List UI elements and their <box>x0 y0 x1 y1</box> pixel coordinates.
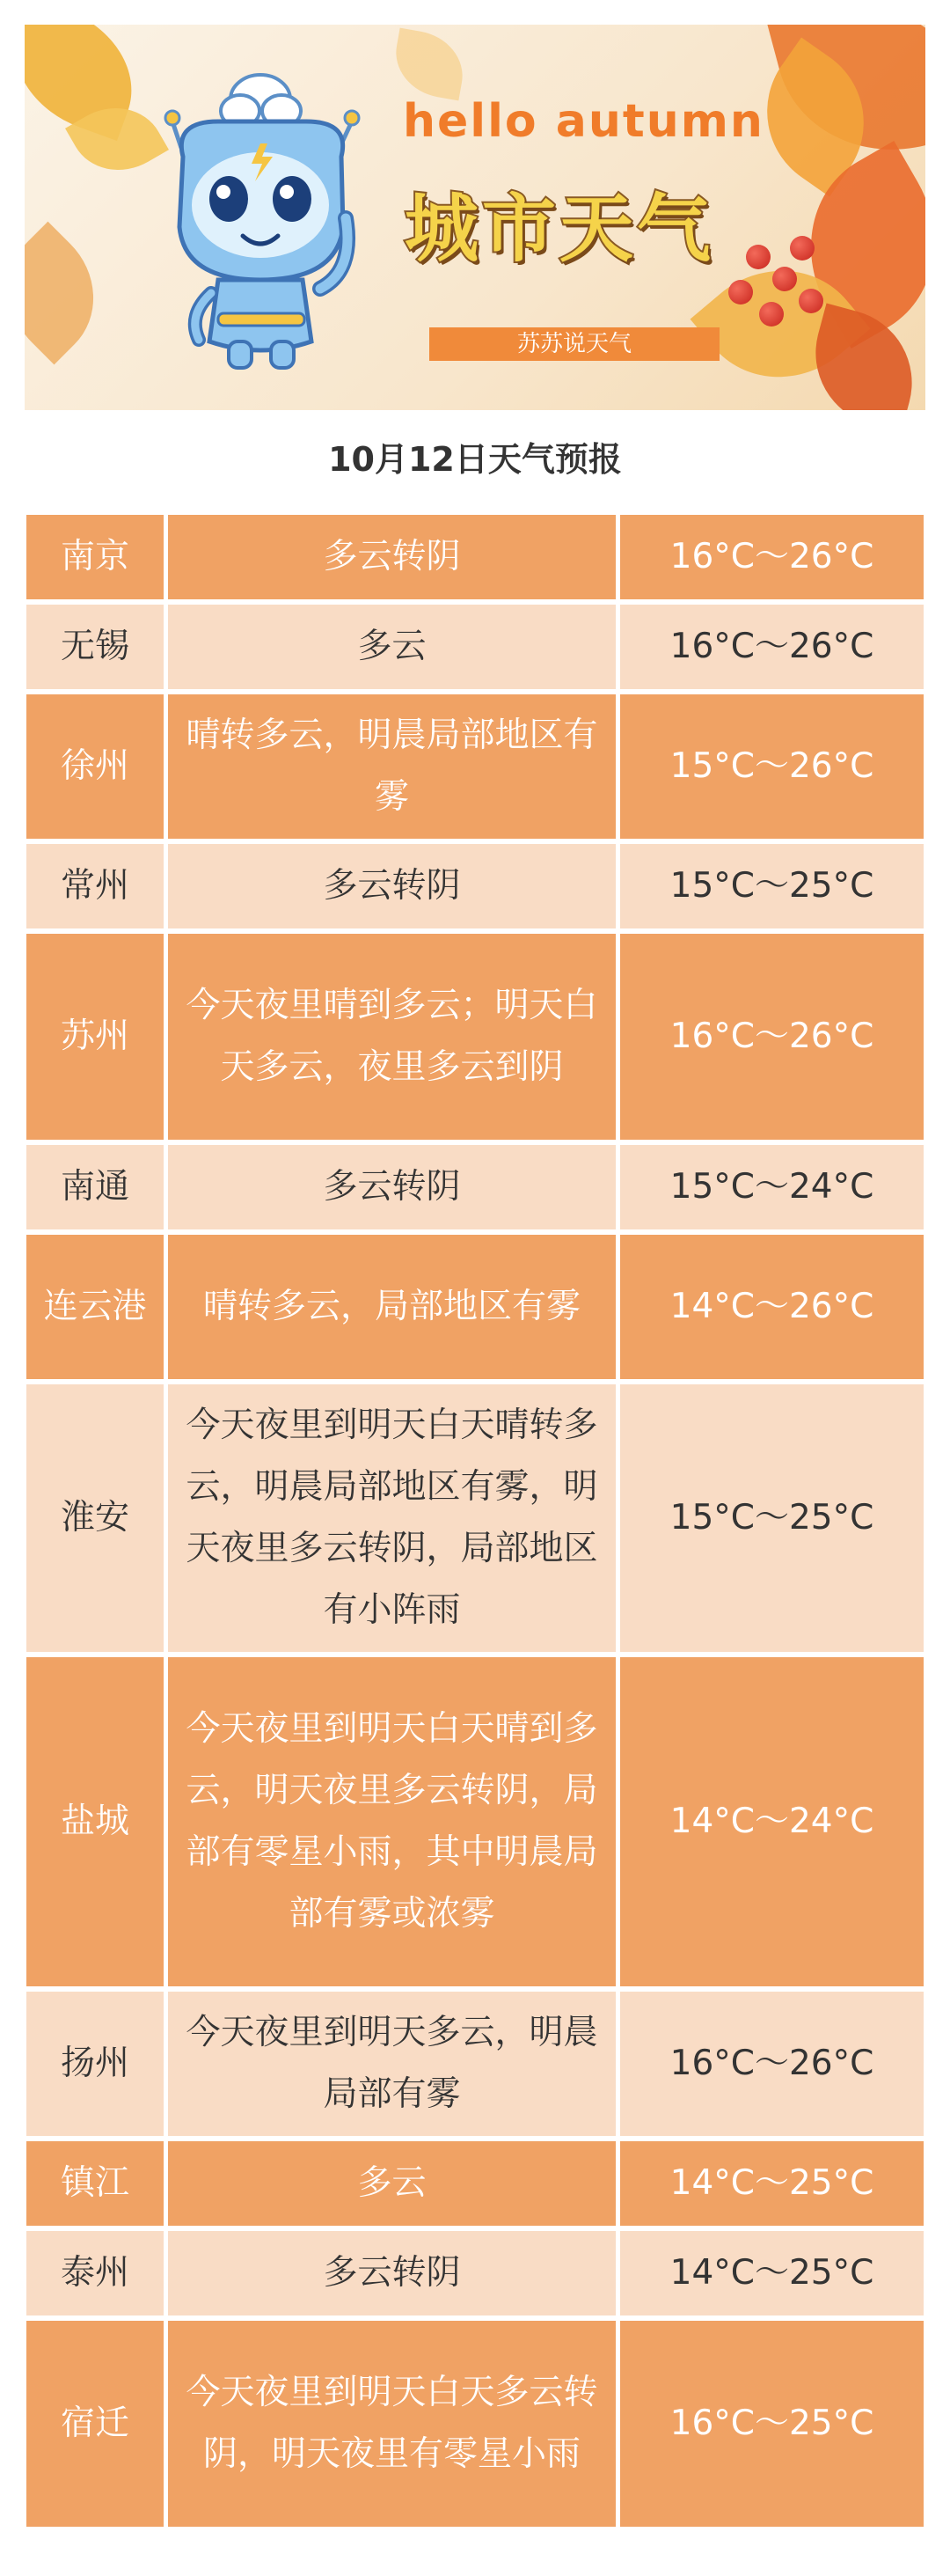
city-cell: 泰州 <box>26 2231 164 2315</box>
weather-cell: 多云转阴 <box>168 2231 616 2315</box>
temperature-cell: 16°C～25°C <box>620 2321 924 2527</box>
city-cell: 宿迁 <box>26 2321 164 2527</box>
table-row <box>26 1657 924 1986</box>
weather-cell: 今天夜里晴到多云；明天白天多云，夜里多云到阴 <box>168 934 616 1140</box>
weather-cell: 今天夜里到明天多云，明晨局部有雾 <box>168 1992 616 2136</box>
city-cell: 苏州 <box>26 934 164 1140</box>
autumn-leaf-icon <box>390 28 470 101</box>
table-row <box>26 605 924 689</box>
city-cell: 常州 <box>26 844 164 928</box>
city-cell: 南通 <box>26 1145 164 1229</box>
page-title: 10月12日天气预报 <box>328 440 622 479</box>
temperature-cell: 15°C～25°C <box>620 1384 924 1652</box>
city-cell: 淮安 <box>26 1384 164 1652</box>
weather-cell: 晴转多云，局部地区有雾 <box>168 1235 616 1379</box>
berry-icon <box>728 280 753 305</box>
berry-icon <box>799 289 823 313</box>
city-cell: 徐州 <box>26 694 164 839</box>
temperature-cell: 16°C～26°C <box>620 934 924 1140</box>
temperature-cell: 14°C～24°C <box>620 1657 924 1986</box>
berry-icon <box>790 236 815 261</box>
table-row <box>26 2231 924 2315</box>
table-row <box>26 515 924 599</box>
table-row <box>26 1384 924 1652</box>
temperature-cell: 14°C～25°C <box>620 2231 924 2315</box>
table-row <box>26 694 924 839</box>
banner-hello-text: hello autumn <box>403 95 764 148</box>
forecast-table <box>26 515 924 2532</box>
temperature-cell: 15°C～25°C <box>620 844 924 928</box>
header-banner <box>25 25 925 410</box>
city-cell: 连云港 <box>26 1235 164 1379</box>
temperature-cell: 15°C～26°C <box>620 694 924 839</box>
table-row <box>26 2321 924 2527</box>
autumn-leaf-icon <box>25 222 122 365</box>
table-row <box>26 844 924 928</box>
table-row <box>26 1145 924 1229</box>
weather-cell: 今天夜里到明天白天多云转阴，明天夜里有零星小雨 <box>168 2321 616 2527</box>
weather-cell: 晴转多云，明晨局部地区有雾 <box>168 694 616 839</box>
table-row <box>26 934 924 1140</box>
temperature-cell: 14°C～25°C <box>620 2141 924 2226</box>
temperature-cell: 16°C～26°C <box>620 515 924 599</box>
weather-cell: 多云转阴 <box>168 515 616 599</box>
table-row <box>26 2141 924 2226</box>
city-cell: 南京 <box>26 515 164 599</box>
city-cell: 镇江 <box>26 2141 164 2226</box>
berry-icon <box>772 267 797 291</box>
temperature-cell: 16°C～26°C <box>620 1992 924 2136</box>
city-cell: 盐城 <box>26 1657 164 1986</box>
weather-cell: 今天夜里到明天白天晴到多云，明天夜里多云转阴，局部有零星小雨，其中明晨局部有雾或浓雾 <box>168 1657 616 1986</box>
city-cell: 无锡 <box>26 605 164 689</box>
table-row <box>26 1235 924 1379</box>
banner-subtitle: 苏苏说天气 <box>429 327 720 361</box>
weather-cell: 多云 <box>168 2141 616 2226</box>
city-cell: 扬州 <box>26 1992 164 2136</box>
temperature-cell: 15°C～24°C <box>620 1145 924 1229</box>
cloud-robot-mascot-icon <box>157 60 394 377</box>
berry-icon <box>746 245 771 269</box>
weather-cell: 多云 <box>168 605 616 689</box>
weather-cell: 多云转阴 <box>168 844 616 928</box>
table-row <box>26 1992 924 2136</box>
temperature-cell: 14°C～26°C <box>620 1235 924 1379</box>
banner-title: 城市天气 <box>405 186 715 272</box>
temperature-cell: 16°C～26°C <box>620 605 924 689</box>
weather-cell: 多云转阴 <box>168 1145 616 1229</box>
berry-icon <box>759 302 784 327</box>
weather-cell: 今天夜里到明天白天晴转多云，明晨局部地区有雾，明天夜里多云转阴，局部地区有小阵雨 <box>168 1384 616 1652</box>
